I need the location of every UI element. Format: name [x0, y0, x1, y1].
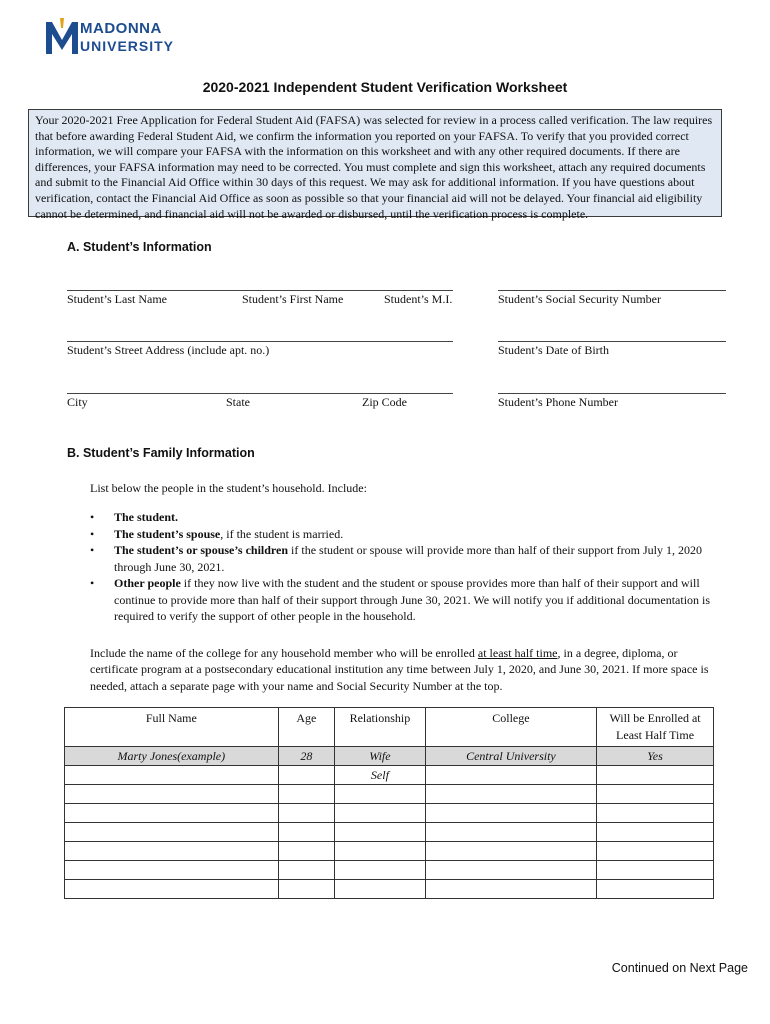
- table-cell[interactable]: [425, 804, 596, 823]
- table-cell[interactable]: [335, 823, 426, 842]
- col-enrolled-half-time: Will be Enrolled at Least Half Time: [597, 708, 714, 747]
- ssn-label: Student’s Social Security Number: [498, 292, 661, 306]
- table-cell[interactable]: [425, 842, 596, 861]
- table-cell[interactable]: [335, 804, 426, 823]
- table-row: [65, 861, 714, 880]
- table-cell[interactable]: [597, 766, 714, 785]
- phone-line[interactable]: [498, 393, 726, 394]
- col-college: College: [425, 708, 596, 747]
- state-label: State: [226, 395, 250, 409]
- page-title: 2020-2021 Independent Student Verification Worksheet: [202, 79, 568, 95]
- table-row: [65, 766, 714, 785]
- continued-note: Continued on Next Page: [611, 961, 748, 975]
- logo-text-university: UNIVERSITY: [80, 38, 175, 54]
- madonna-university-logo: [44, 16, 194, 58]
- table-cell[interactable]: [65, 766, 279, 785]
- table-cell[interactable]: [597, 823, 714, 842]
- address-label: Student’s Street Address (include apt. no.): [67, 343, 270, 357]
- table-cell[interactable]: [278, 823, 334, 842]
- dob-label: Student’s Date of Birth: [498, 343, 609, 357]
- table-row: [65, 785, 714, 804]
- table-row-example: [65, 747, 714, 766]
- table-cell[interactable]: [65, 861, 279, 880]
- table-cell[interactable]: [278, 842, 334, 861]
- table-cell[interactable]: [278, 785, 334, 804]
- intro-notice: Your 2020-2021 Free Application for Federal Student Aid (FAFSA) was selected for review in a process called verification. The law requires that before awarding Federal Student Aid, we confirm the information you reported on your FAFSA. To verify that you provided correct information, we will compare your FAFSA with the information on this worksheet and with any other required documents. If there are differences, your FAFSA information may need to be corrected. You must complete and sign this worksheet, attach any required documents and submit to the Financial Aid Office within 30 days of this request. We may ask for additional information. If you have questions about verification, contact the Financial Aid Office as soon as possible so that your financial aid will not be delayed. Your financial aid eligibility cannot be determined, and financial aid will not be awarded or disbursed, until the verification process is complete.: [28, 109, 722, 217]
- last-first-mi-line[interactable]: [67, 290, 453, 291]
- table-header-row: [65, 708, 714, 747]
- dob-line[interactable]: [498, 341, 726, 342]
- list-item: • The student.: [90, 509, 730, 526]
- table-cell[interactable]: [65, 823, 279, 842]
- table-cell: Wife: [335, 747, 426, 766]
- table-cell[interactable]: [597, 785, 714, 804]
- address-line[interactable]: [67, 341, 453, 342]
- first-name-label: Student’s First Name: [242, 292, 344, 306]
- table-cell[interactable]: [597, 804, 714, 823]
- last-name-label: Student’s Last Name: [67, 292, 167, 306]
- table-cell[interactable]: [278, 880, 334, 899]
- table-cell[interactable]: [425, 766, 596, 785]
- table-cell: Central University: [425, 747, 596, 766]
- list-item: • Other people if they now live with the student and the student or spouse provides more than half of their support and will continue to provide more than half of their support through June 30, 2021. We will notify you if additional documentation is required to verify the support of other people in the household.: [90, 575, 730, 625]
- list-item: • The student’s or spouse’s children if the student or spouse will provide more than half of their support from July 1, 2020 through June 30, 2021.: [90, 542, 730, 575]
- table-cell[interactable]: [278, 804, 334, 823]
- table-cell[interactable]: [425, 861, 596, 880]
- household-include-list: [90, 509, 730, 625]
- table-row: [65, 842, 714, 861]
- household-lead: List below the people in the student’s household. Include:: [90, 481, 367, 495]
- logo-m-mark-icon: [44, 16, 80, 56]
- table-cell[interactable]: [335, 842, 426, 861]
- table-cell: 28: [278, 747, 334, 766]
- table-cell[interactable]: [335, 785, 426, 804]
- col-age: Age: [278, 708, 334, 747]
- table-cell[interactable]: [65, 785, 279, 804]
- table-cell: Marty Jones(example): [65, 747, 279, 766]
- table-row: [65, 804, 714, 823]
- table-cell[interactable]: [597, 842, 714, 861]
- section-a-heading: A. Student’s Information: [67, 240, 212, 254]
- table-cell[interactable]: [278, 766, 334, 785]
- table-cell[interactable]: [65, 842, 279, 861]
- col-relationship: Relationship: [335, 708, 426, 747]
- table-cell[interactable]: [425, 785, 596, 804]
- table-row: [65, 823, 714, 842]
- table-cell[interactable]: [425, 823, 596, 842]
- college-note: Include the name of the college for any household member who will be enrolled at least half time, in a degree, diploma, or certificate program at a postsecondary educational institution any time between July 1, 2020, and June 30, 2021. If more space is needed, attach a separate page with your name and Social Security Number at the top.: [90, 646, 709, 693]
- table-cell[interactable]: [597, 861, 714, 880]
- table-cell[interactable]: [335, 861, 426, 880]
- table-cell[interactable]: [335, 880, 426, 899]
- ssn-line[interactable]: [498, 290, 726, 291]
- mi-label: Student’s M.I.: [384, 292, 453, 306]
- city-state-zip-line[interactable]: [67, 393, 453, 394]
- household-table: [64, 707, 714, 899]
- section-b-heading: B. Student’s Family Information: [67, 446, 255, 460]
- table-cell[interactable]: [278, 861, 334, 880]
- list-item: • The student’s spouse, if the student is married.: [90, 526, 730, 543]
- city-label: City: [67, 395, 88, 409]
- table-cell: Yes: [597, 747, 714, 766]
- phone-label: Student’s Phone Number: [498, 395, 618, 409]
- table-cell[interactable]: [65, 804, 279, 823]
- zip-label: Zip Code: [362, 395, 407, 409]
- table-cell[interactable]: Self: [335, 766, 426, 785]
- table-row: [65, 880, 714, 899]
- table-cell[interactable]: [597, 880, 714, 899]
- table-cell[interactable]: [65, 880, 279, 899]
- table-cell[interactable]: [425, 880, 596, 899]
- col-full-name: Full Name: [65, 708, 279, 747]
- logo-text-madonna: MADONNA: [80, 20, 162, 37]
